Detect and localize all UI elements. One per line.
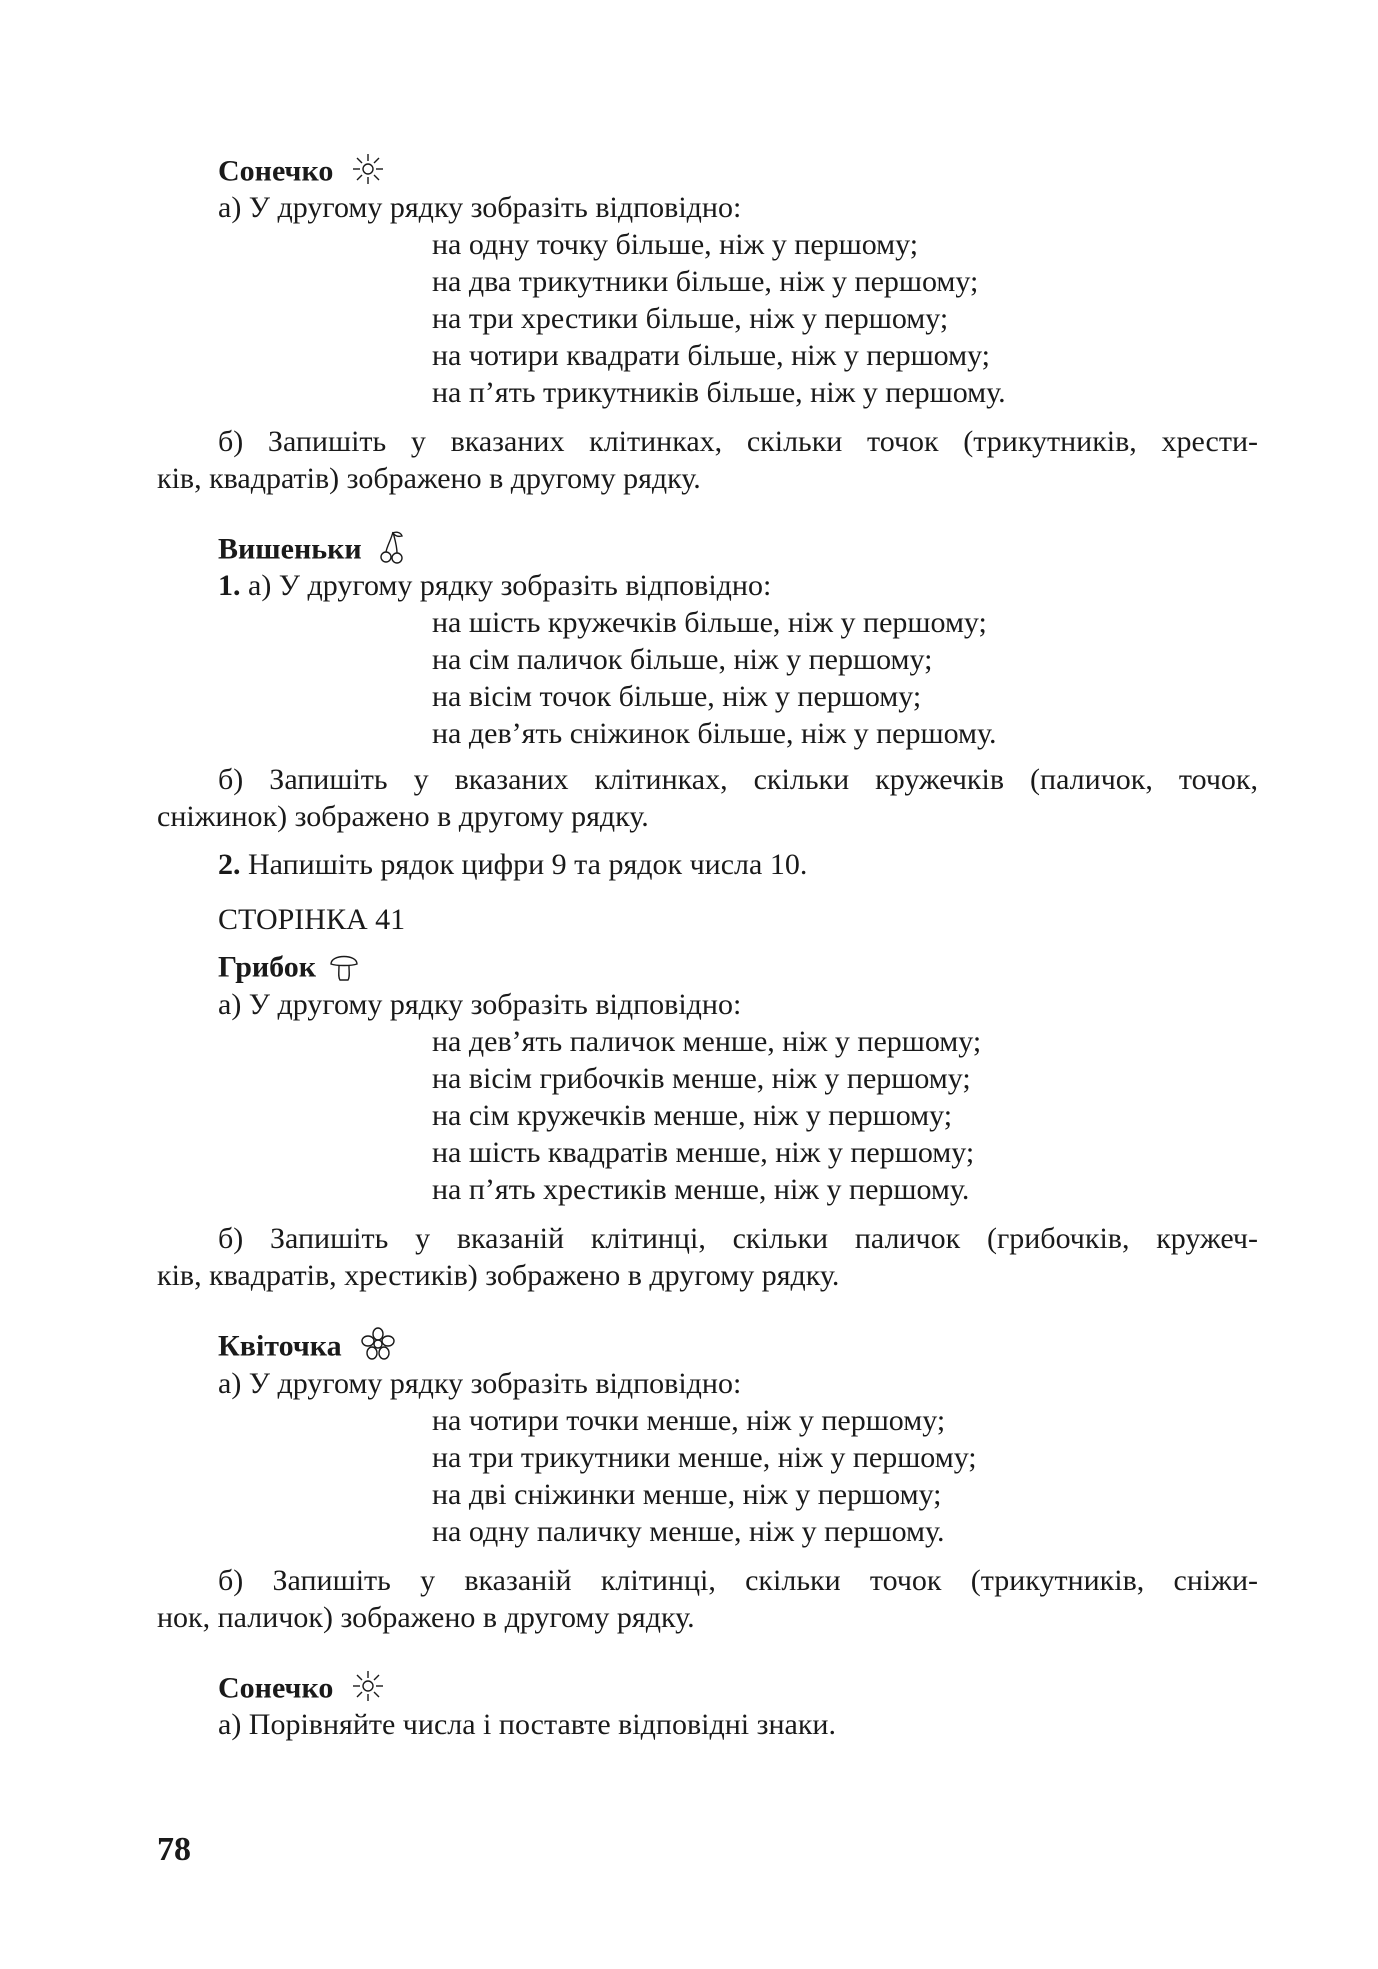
page-number: 78 bbox=[157, 1831, 191, 1868]
task-b-text: б) Запишіть у вказаній клітинці, скільки точок (трикутників, сніжи- bbox=[218, 1564, 1258, 1597]
list-item: на чотири точки менше, ніж у першому; bbox=[432, 1404, 946, 1437]
list-item: на п’ять трикутників більше, ніж у першому. bbox=[432, 376, 1006, 409]
list-item: на три трикутники менше, ніж у першому; bbox=[432, 1441, 977, 1474]
list-item: на п’ять хрестиків менше, ніж у першому. bbox=[432, 1173, 970, 1206]
task-b-text: б) Запишіть у вказаних клітинках, скільки кружечків (паличок, точок, bbox=[218, 763, 1258, 796]
task-b-text: ків, квадратів, хрестиків) зображено в другому рядку. bbox=[157, 1259, 840, 1292]
task-b-text: б) Запишіть у вказаній клітинці, скільки паличок (грибочків, кружеч- bbox=[218, 1222, 1258, 1255]
list-item: на шість кружечків більше, ніж у першому; bbox=[432, 606, 987, 639]
list-item: на три хрестики більше, ніж у першому; bbox=[432, 302, 949, 335]
list-item: на шість квадратів менше, ніж у першому; bbox=[432, 1136, 975, 1169]
page-reference: СТОРІНКА 41 bbox=[218, 903, 406, 936]
list-item: на два трикутники більше, ніж у першому; bbox=[432, 265, 979, 298]
list-item: на сім паличок більше, ніж у першому; bbox=[432, 643, 933, 676]
list-item: на чотири квадрати більше, ніж у першому; bbox=[432, 339, 991, 372]
list-item: на вісім грибочків менше, ніж у першому; bbox=[432, 1062, 971, 1095]
list-item: на дев’ять паличок менше, ніж у першому; bbox=[432, 1025, 982, 1058]
list-item: на дві сніжинки менше, ніж у першому; bbox=[432, 1478, 942, 1511]
flower-icon bbox=[359, 1327, 397, 1370]
task-2-text: 2. Напишіть рядок цифри 9 та рядок числа 10. bbox=[218, 848, 808, 881]
mushroom-icon bbox=[328, 948, 360, 991]
task-b-text: ків, квадратів) зображено в другому рядку. bbox=[157, 462, 701, 495]
list-item: на одну точку більше, ніж у першому; bbox=[432, 228, 919, 261]
task-b-text: б) Запишіть у вказаних клітинках, скільки точок (трикутників, хрести- bbox=[218, 425, 1258, 458]
task-a-intro: а) Порівняйте числа і поставте відповідні знаки. bbox=[218, 1708, 836, 1741]
sun-icon bbox=[351, 152, 385, 195]
section-heading: Сонечко bbox=[218, 1669, 385, 1712]
task-a-intro: а) У другому рядку зобразіть відповідно: bbox=[218, 988, 742, 1021]
section-heading: Вишеньки bbox=[218, 530, 405, 573]
sun-icon bbox=[351, 1669, 385, 1712]
task-1-intro: 1. а) У другому рядку зобразіть відповідно: bbox=[218, 569, 772, 602]
list-item: на сім кружечків менше, ніж у першому; bbox=[432, 1099, 953, 1132]
cherries-icon bbox=[379, 530, 405, 573]
task-b-text: нок, паличок) зображено в другому рядку. bbox=[157, 1601, 695, 1634]
section-heading: Сонечко bbox=[218, 152, 385, 195]
section-heading: Квіточка bbox=[218, 1327, 397, 1370]
task-a-intro: а) У другому рядку зобразіть відповідно: bbox=[218, 191, 742, 224]
task-b-text: сніжинок) зображено в другому рядку. bbox=[157, 800, 649, 833]
list-item: на дев’ять сніжинок більше, ніж у першому. bbox=[432, 717, 997, 750]
list-item: на одну паличку менше, ніж у першому. bbox=[432, 1515, 945, 1548]
task-a-intro: а) У другому рядку зобразіть відповідно: bbox=[218, 1367, 742, 1400]
section-heading: Грибок bbox=[218, 948, 360, 991]
list-item: на вісім точок більше, ніж у першому; bbox=[432, 680, 922, 713]
